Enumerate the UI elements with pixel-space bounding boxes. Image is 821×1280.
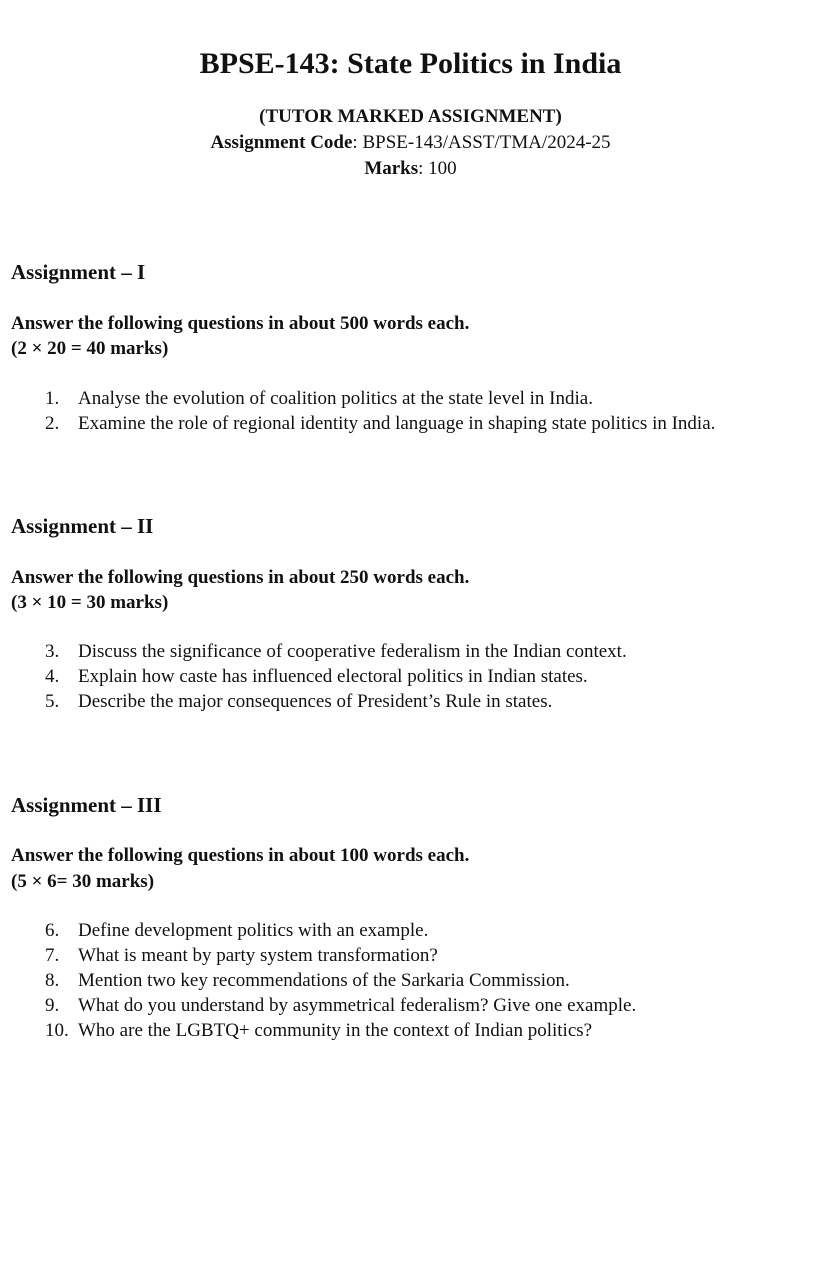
section-heading-1: Assignment – I	[11, 260, 146, 284]
total-marks-value: : 100	[418, 158, 457, 179]
question-item	[45, 1018, 636, 1043]
question-item	[45, 918, 636, 943]
question-number: 7.	[45, 945, 60, 966]
assignment-code-label: Assignment Code	[210, 132, 353, 153]
total-marks-label: Marks	[364, 158, 419, 179]
question-item	[45, 968, 636, 993]
question-number: 10.	[45, 1020, 69, 1041]
question-text: What is meant by party system transformation?	[78, 945, 438, 966]
question-text: Mention two key recommendations of the Sarkaria Commission.	[78, 970, 570, 991]
section-heading-2: Assignment – II	[11, 514, 154, 538]
section-marks-3: (5 × 6= 30 marks)	[11, 871, 155, 892]
question-item	[45, 639, 627, 664]
document-title: BPSE-143: State Politics in India	[199, 47, 622, 80]
question-item	[45, 411, 715, 436]
question-text: Explain how caste has influenced electoral politics in Indian states.	[78, 666, 588, 687]
question-number: 4.	[45, 666, 60, 687]
question-number: 5.	[45, 691, 60, 712]
question-list-2	[45, 639, 627, 714]
question-text: Define development politics with an example.	[78, 920, 429, 941]
total-marks	[0, 156, 821, 182]
section-heading-3: Assignment – III	[11, 793, 162, 817]
section-instruction-1: Answer the following questions in about 500 words each.	[11, 313, 470, 334]
question-item	[45, 943, 636, 968]
question-text: Discuss the significance of cooperative federalism in the Indian context.	[78, 641, 627, 662]
question-number: 6.	[45, 920, 60, 941]
document-subtitle: (TUTOR MARKED ASSIGNMENT)	[259, 106, 562, 127]
question-item	[45, 689, 627, 714]
question-text: Describe the major consequences of President’s Rule in states.	[78, 691, 553, 712]
question-list-1	[45, 386, 715, 436]
question-number: 1.	[45, 388, 60, 409]
question-text: What do you understand by asymmetrical federalism? Give one example.	[78, 995, 637, 1016]
assignment-code-value: : BPSE-143/ASST/TMA/2024-25	[352, 132, 611, 153]
section-instruction-2: Answer the following questions in about 250 words each.	[11, 567, 470, 588]
question-item	[45, 993, 636, 1018]
question-text: Analyse the evolution of coalition politics at the state level in India.	[78, 388, 593, 409]
question-list-3	[45, 918, 636, 1043]
question-number: 8.	[45, 970, 60, 991]
section-instruction-3: Answer the following questions in about 100 words each.	[11, 845, 470, 866]
question-item	[45, 386, 715, 411]
question-text: Examine the role of regional identity and language in shaping state politics in India.	[78, 413, 716, 434]
question-number: 2.	[45, 413, 60, 434]
section-marks-2: (3 × 10 = 30 marks)	[11, 592, 169, 613]
question-text: Who are the LGBTQ+ community in the context of Indian politics?	[78, 1020, 593, 1041]
question-item	[45, 664, 627, 689]
assignment-code	[0, 130, 821, 156]
question-number: 9.	[45, 995, 60, 1016]
question-number: 3.	[45, 641, 60, 662]
section-marks-1: (2 × 20 = 40 marks)	[11, 338, 169, 359]
